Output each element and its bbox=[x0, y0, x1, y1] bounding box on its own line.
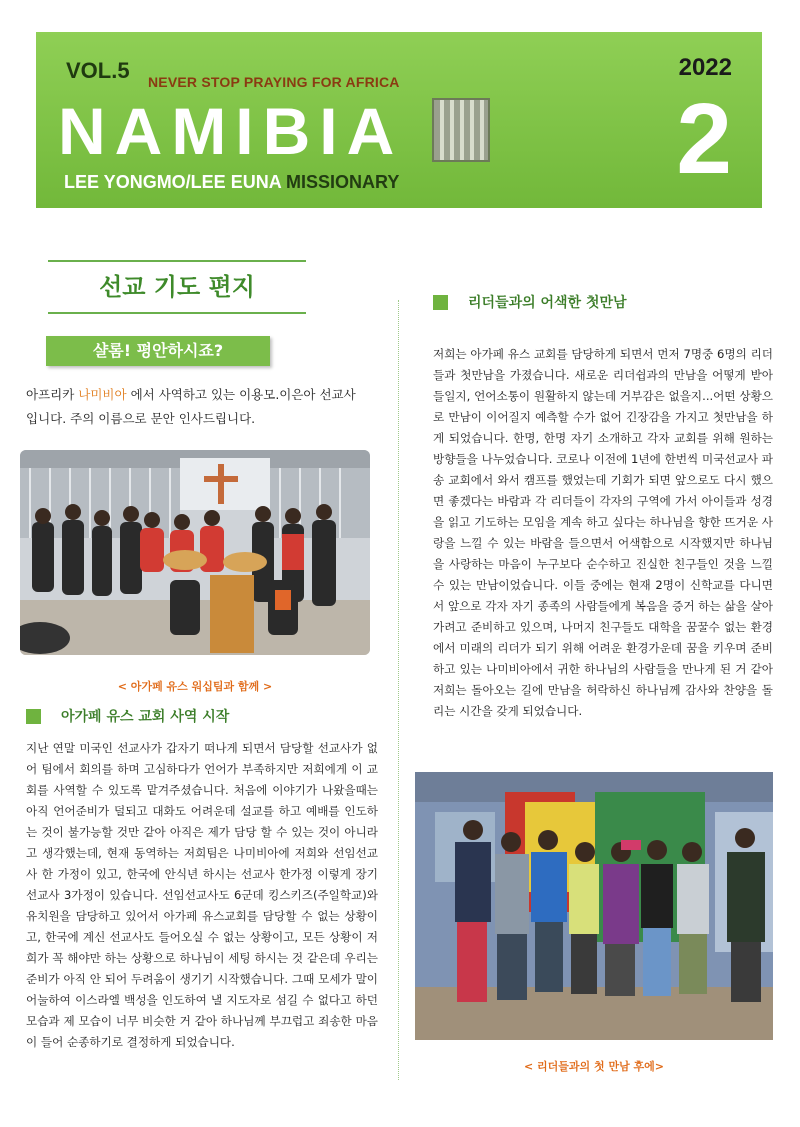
worship-photo-caption: < 아가페 유스 워십팀과 함께 > bbox=[117, 680, 273, 693]
agape-section-body: 지난 연말 미국인 선교사가 갑자기 떠나게 되면서 담당할 선교사가 없어 팀에서 회의를 하며 고심하다가 언어가 부족하지만 저희에게 이 교회를 사역할 수 있도록 맡겨주셨습니다. 처음에 이야기가 나왔을때는 아직 언어준비가 덜되고 대화도 어려운데 설교를 하고 예배를 인도하는 것이 불가능할 것만 같아 아직은 제가 담당 할 수 있는 것이 아니라고 생각했는데, 현재 동역하는 저희팀은 나미비아에 저희와 선임선교사 한 가정이 있고, 한국에 안식년 하시는 선교사 한가정 이렇게 장기선교사 3가정이 있습니다. 선임선교사도 6군데 킹스키즈(주일학교)와 유치원을 담당하고 있어서 아가페 유스교회를 담당할 수 없는 상황이고, 한국에 계신 선교사도 들어오실 수 없는 상황이고, 모든 상황이 저희가 꼭 해야만 하는 상황으로 하나님이 세팅 하시는 것 같은데 우리는 준비가 아직 안 되어 두려움이 생기기 시작했습니다. 그때 모세가 말이 어눌하여 이스라엘 백성을 인도하여 낼 지도자로 섬길 수 없다고 하던 모습과 제 모습이 너무 비슷한 거 같아 하나님께 부끄럽고 죄송한 마음이 들어 순종하기로 결정하게 되었습니다. bbox=[26, 741, 378, 1049]
missionary-names bbox=[64, 172, 399, 193]
issue-month: 2 bbox=[676, 83, 732, 195]
tagline: NEVER STOP PRAYING FOR AFRICA bbox=[148, 74, 400, 90]
intro-text bbox=[26, 383, 366, 431]
leaders-group-illustration bbox=[415, 772, 773, 1040]
leaders-section-body: 저희는 아가페 유스 교회를 담당하게 되면서 먼저 7명중 6명의 리더들과 첫만남을 가졌습니다. 새로운 리더쉽과의 만남을 어떻게 받아들일지, 언어소통이 원활하지 않는데 거부감은 없을지...어떤 상황으로 만남이 이어질지 예측할 수가 없어 긴장감을 가지고 첫만남을 하게 되었습니다. 한명, 한명 자기 소개하고 각자 교회를 위해 원하는 방향들을 나누었습니다. 코로나 이전에 1년에 한번씩 미국선교사 파송 교회에서 와서 캠프를 했었는데 기회가 되면 앞으로도 다시 했으면 좋겠다는 바람과 각 리더들이 각자의 구역에 가서 아이들과 성경을 읽고 기도하는 모임을 계속 하고 싶다는 하나님을 향한 뜨거운 사랑을 느낄 수 있는 바람을 들으면서 어색함으로 시작했지만 하나님을 사랑하는 마음이 누구보다 순수하고 진실한 친구들인 것을 느낄 수 있는 만남이었습니다. 이들 중에는 현재 2명이 신학교를 다니면서 앞으로 각자 자기 종족의 사람들에게 복음을 증거 하는 삶을 살아가려고 준비하고 있으며, 나머지 친구들도 대학을 꿈꿀수 없는 환경에서 미래의 리더가 되기 위해 어려운 환경가운데 꿈을 키우며 준비하고 있는 나미비아에서 귀한 하나님의 사람들을 만나게 된 거 같아 저희는 돌아오는 길에 만남을 허락하신 하나님께 감사와 찬양을 돌리는 시간을 갖게 되었습니다. bbox=[433, 347, 773, 718]
title-inset-photo bbox=[432, 98, 490, 162]
green-square-icon bbox=[433, 295, 448, 310]
names-text: LEE YONGMO/LEE EUNA bbox=[64, 172, 282, 192]
column-divider bbox=[398, 300, 399, 1080]
intro-before: 아프리카 bbox=[26, 387, 79, 402]
volume-label: VOL.5 bbox=[66, 58, 130, 83]
section-title: 아가페 유스 교회 사역 시작 bbox=[61, 709, 230, 725]
newsletter-title: NAMIBIA bbox=[58, 94, 404, 168]
greeting-badge: 샬롬! 평안하시죠? bbox=[46, 336, 270, 366]
issue-year: 2022 bbox=[678, 54, 732, 81]
green-square-icon bbox=[26, 709, 41, 724]
letter-title: 선교 기도 편지 bbox=[48, 260, 306, 314]
section-title: 리더들과의 어색한 첫만남 bbox=[468, 295, 627, 311]
missionary-word: MISSIONARY bbox=[286, 172, 400, 192]
intro-highlight: 나미비아 bbox=[78, 387, 127, 402]
worship-team-photo bbox=[20, 450, 370, 655]
worship-team-illustration bbox=[20, 450, 370, 655]
intro-after: 에서 사역하고 있는 이용모.이은아 선교사입니다. 주의 이름으로 문안 인사드립니다. bbox=[26, 387, 356, 426]
section-heading-leaders bbox=[433, 292, 627, 312]
header-banner bbox=[36, 32, 762, 208]
leaders-photo-caption: < 리더들과의 첫 만남 후에> bbox=[523, 1060, 664, 1073]
section-heading-agape bbox=[26, 706, 229, 726]
leaders-group-photo bbox=[415, 772, 773, 1040]
